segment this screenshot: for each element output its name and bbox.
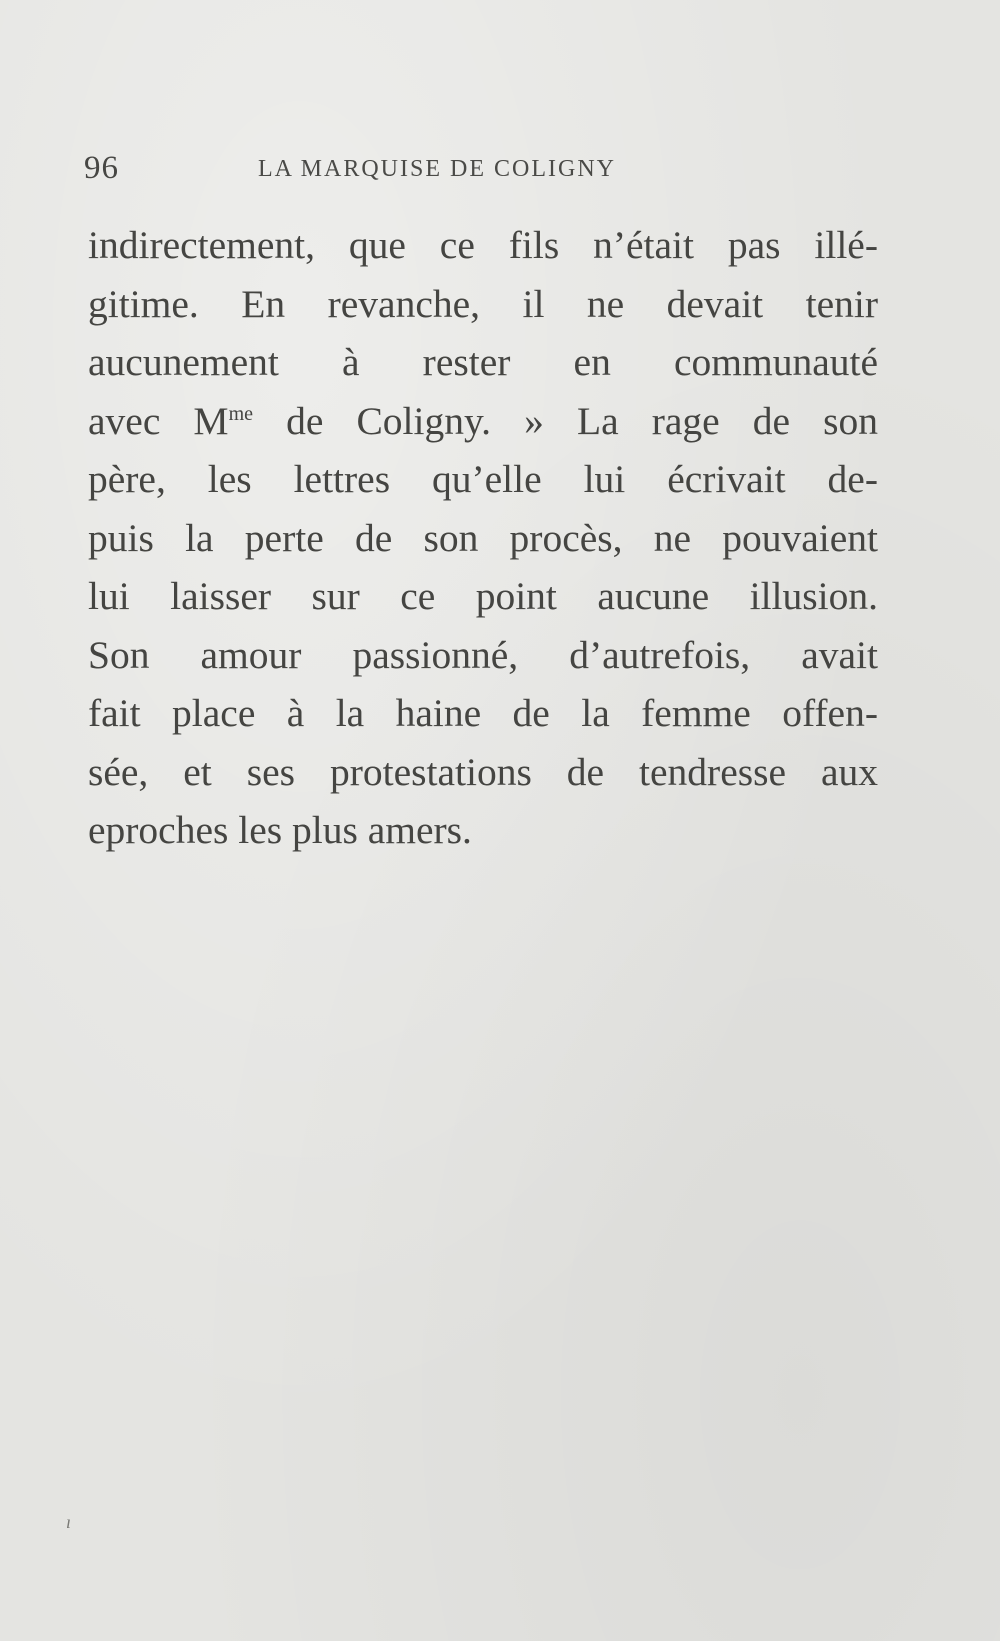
text-line: indirectement, que ce fils n’était pas illé- bbox=[88, 223, 878, 267]
text-line: Son amour passionné, d’autrefois, avait bbox=[88, 632, 878, 677]
text-line: père, les lettres qu’elle lui écrivait de- bbox=[88, 457, 878, 501]
page-number: 96 bbox=[84, 150, 119, 186]
text-line: gitime. En revanche, il ne devait tenir bbox=[88, 281, 878, 326]
text-line-last: eproches les plus amers. bbox=[88, 808, 472, 852]
text-line: lui laisser sur ce point aucune illusion. bbox=[88, 574, 878, 618]
text-line: sée, et ses protestations de tendresse aux bbox=[88, 749, 878, 794]
text-fragment: avec M bbox=[88, 398, 229, 443]
text-line: puis la perte de son procès, ne pouvaient bbox=[88, 515, 878, 560]
text-fragment: de Coligny. » La rage de son bbox=[253, 398, 879, 443]
text-line: fait place à la haine de la femme offen- bbox=[88, 691, 878, 735]
body-paragraph bbox=[88, 216, 878, 860]
running-title: LA MARQUISE DE COLIGNY bbox=[258, 156, 616, 182]
superscript-abbreviation: me bbox=[228, 402, 253, 425]
running-head bbox=[84, 150, 704, 196]
margin-mark: ı bbox=[66, 1512, 72, 1532]
text-line bbox=[88, 392, 878, 451]
text-line: aucunement à rester en communauté bbox=[88, 340, 878, 384]
